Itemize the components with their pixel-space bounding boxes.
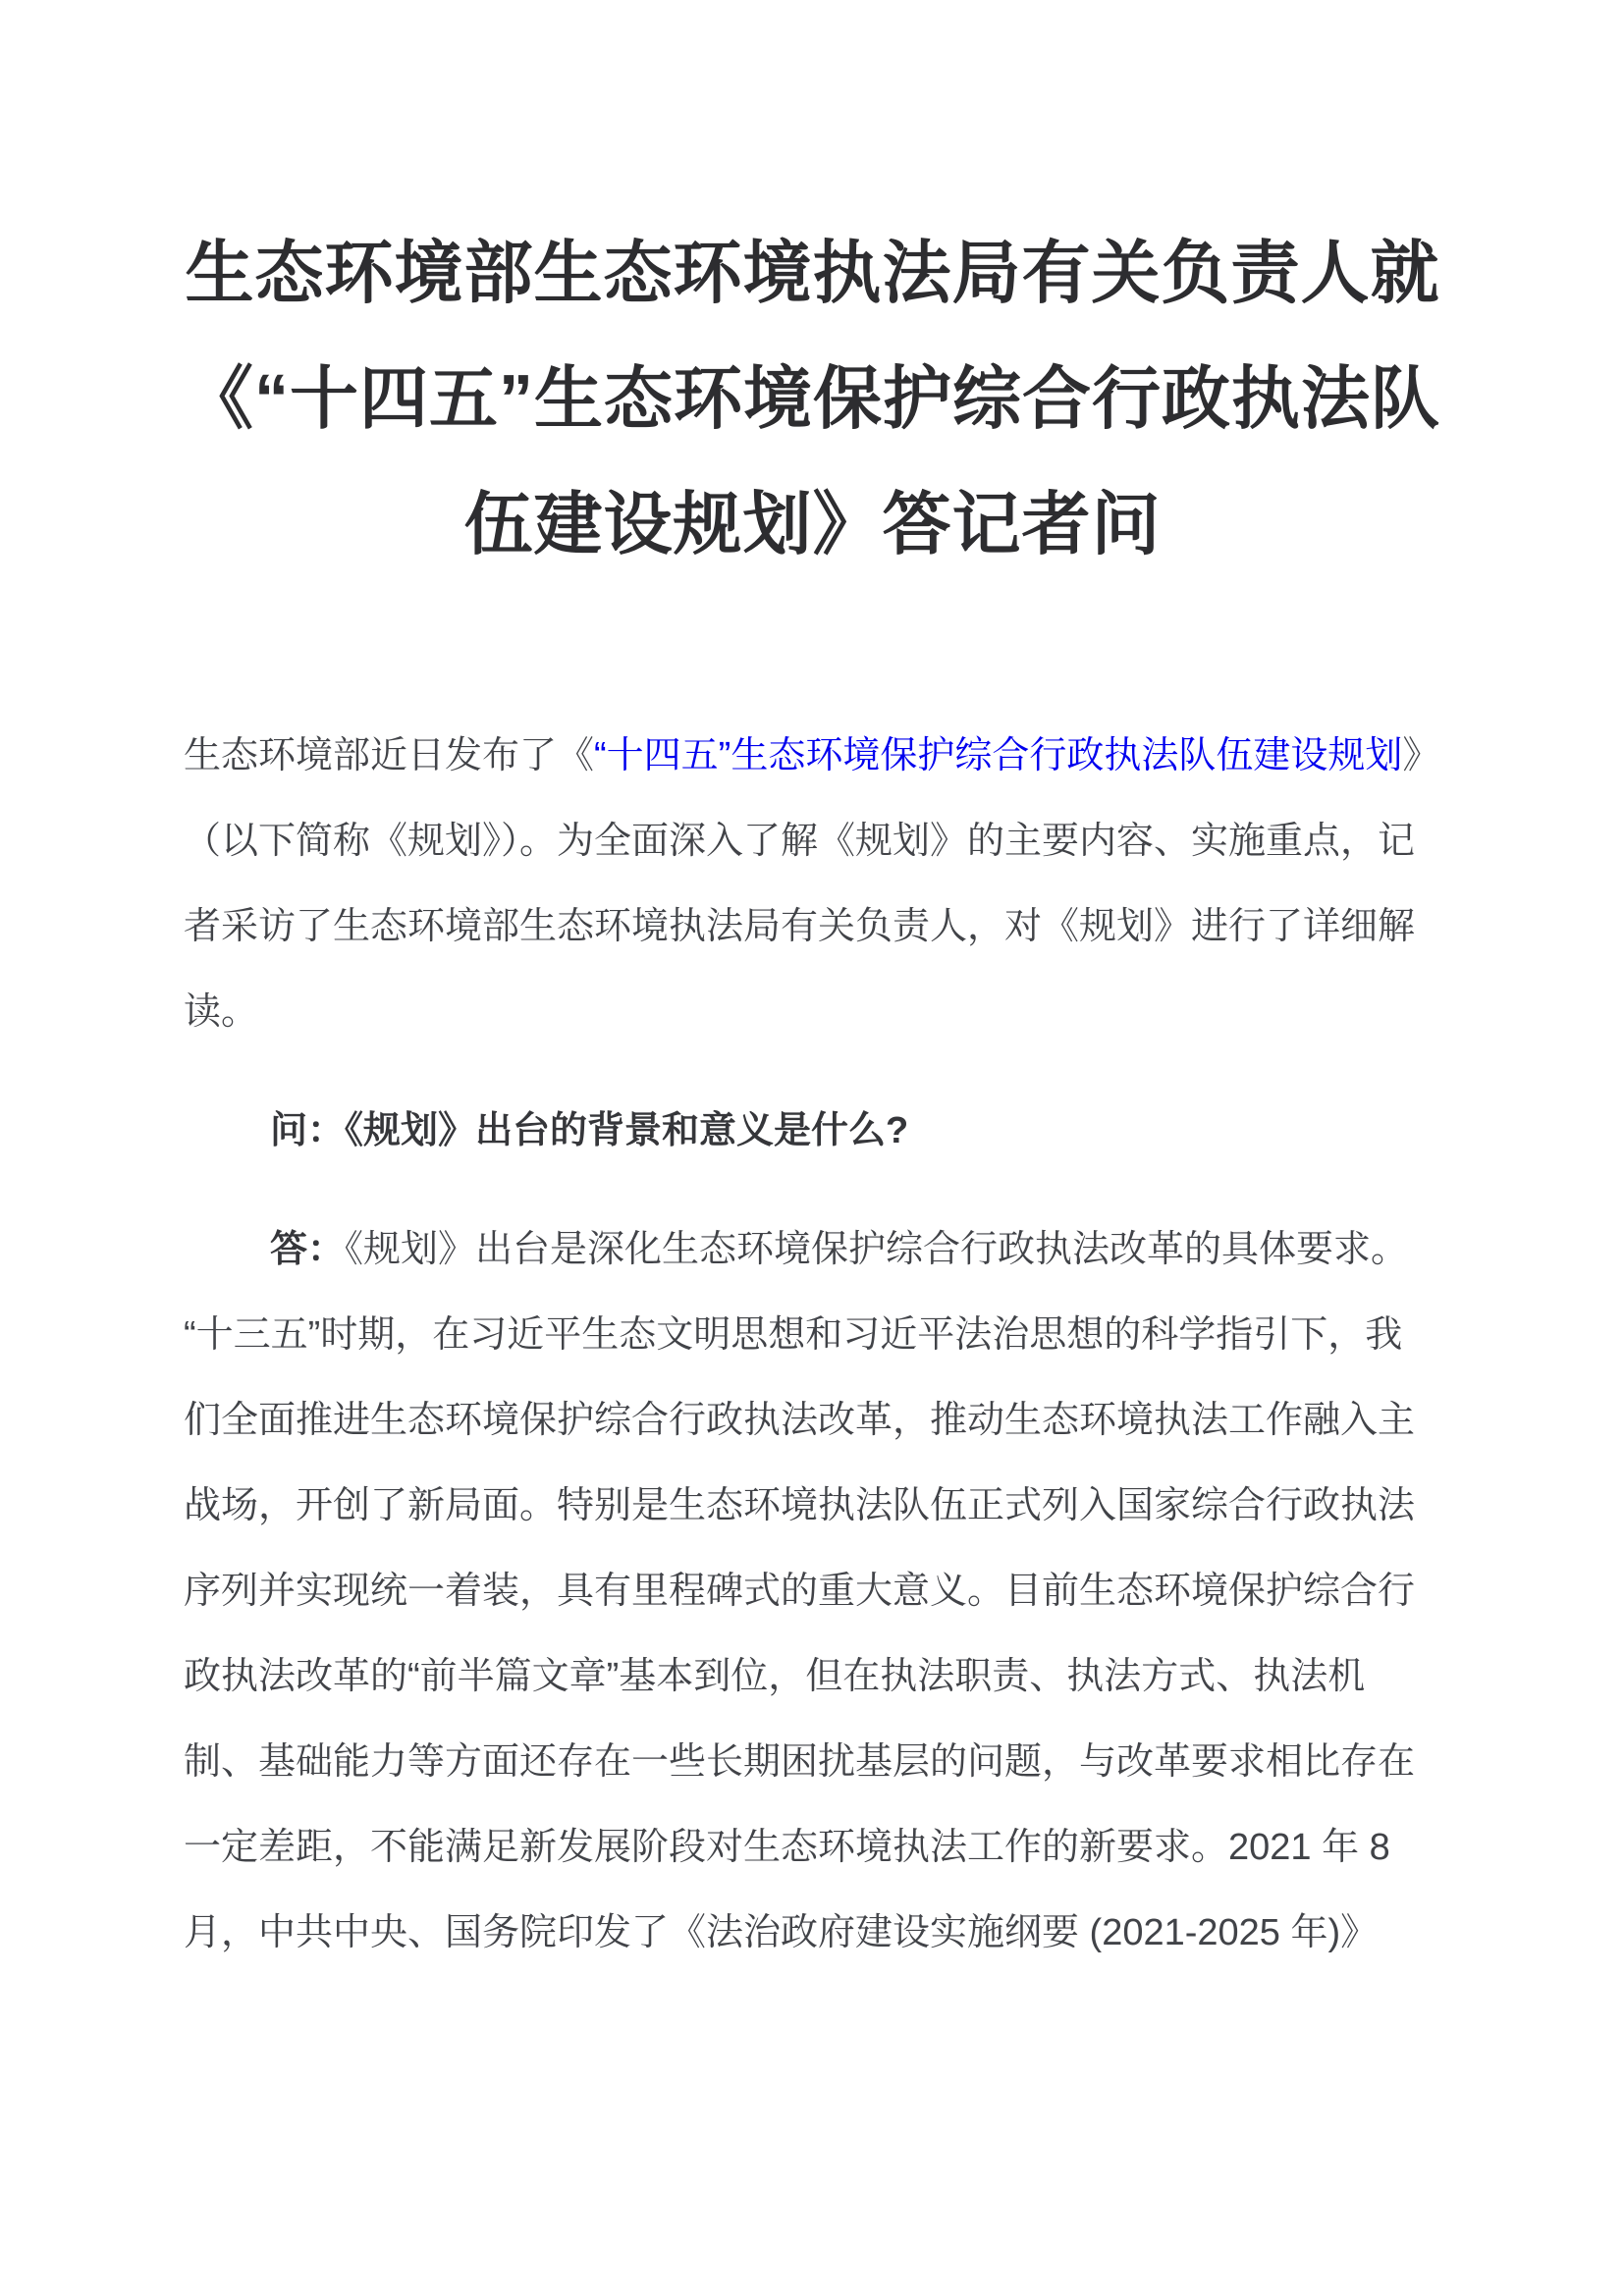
page-title [184,210,1441,587]
intro-text-before-link: 生态环境部近日发布了《 [184,735,595,776]
intro-paragraph [184,714,1427,1055]
answer-label: 答： [270,1229,346,1270]
title-line-3: 伍建设规划》答记者问 [463,486,1162,562]
answer-text: 《规划》出台是深化生态环境保护综合行政执法改革的具体要求。“十三五”时期，在习近平生态文明思想和习近平法治思想的科学指引下，我们全面推进生态环境保护综合行政执法改革，推动生态环境执法工作融入主战场，开创了新局面。特别是生态环境执法队伍正式列入国家综合行政执法序列并实现统一着装，具有里程碑式的重大意义。目前生态环境保护综合行政执法改革的“前半篇文章”基本到位，但在执法职责、执法方式、执法机制、基础能力等方面还存在一些长期困扰基层的问题，与改革要求相比存在一定差距，不能满足新发展阶段对生态环境执法工作的新要求。2021 年 8 月，中共中央、国务院印发了《法治政府建设实施纲要 (2021-2025 年)》 [184,1229,1416,1953]
plan-document-link[interactable]: “十四五”生态环境保护综合行政执法队伍建设规划 [594,735,1403,776]
question-paragraph: 问：《规划》出台的背景和意义是什么? [270,1110,909,1151]
intro-text-after-link: 》（以下简称《规划》）。为全面深入了解《规划》的主要内容、实施重点，记者采访了生态环境部生态环境执法局有关负责人，对《规划》进行了详细解读。 [184,735,1422,1033]
title-line-2: 《“十四五”生态环境保护综合行政执法队 [185,360,1440,437]
title-line-1: 生态环境部生态环境执法局有关负责人就 [185,235,1440,311]
answer-paragraph [184,1207,1427,1976]
